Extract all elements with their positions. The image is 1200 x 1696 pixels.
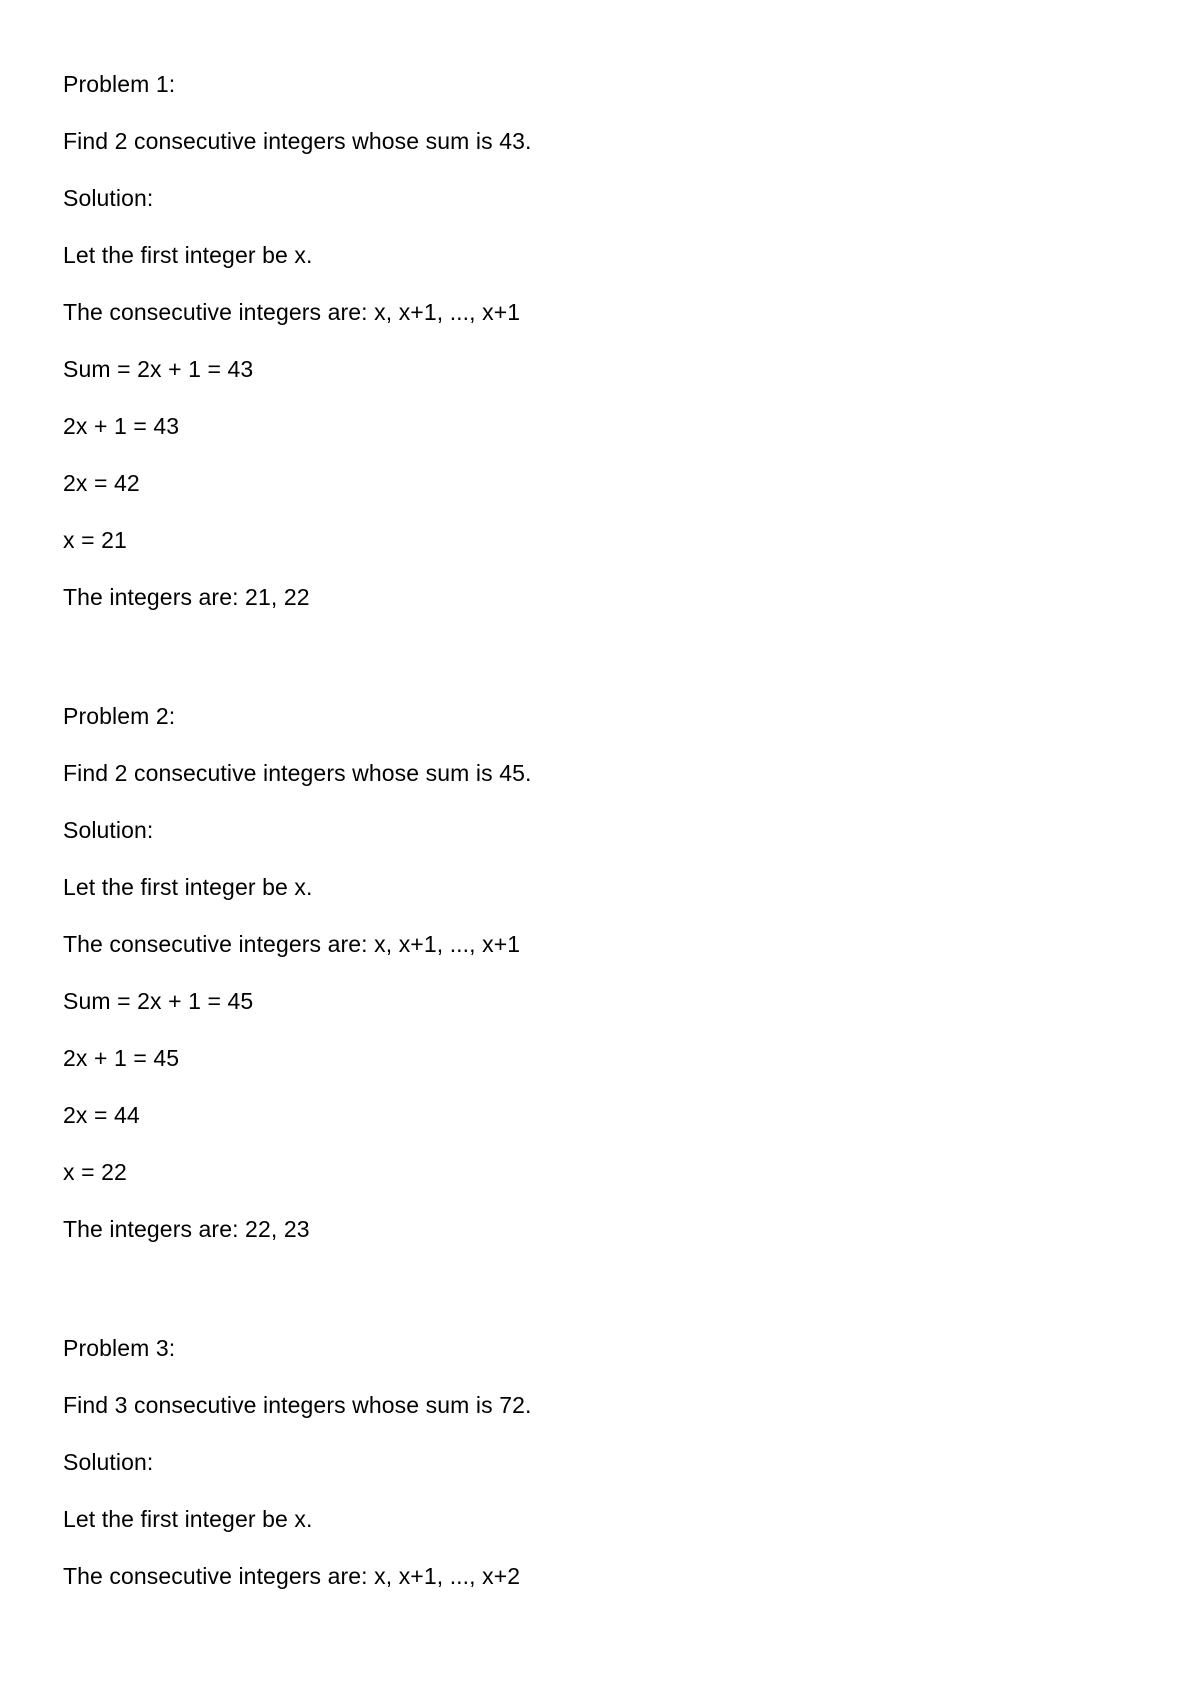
solution-step: The consecutive integers are: x, x+1, ..., x+1: [63, 931, 521, 957]
solution-label: Solution:: [63, 185, 154, 211]
solution-answer: The integers are: 21, 22: [63, 584, 310, 610]
solution-step: Let the first integer be x.: [63, 242, 313, 268]
problem-title: Problem 1:: [63, 71, 176, 97]
solution-step: Let the first integer be x.: [63, 1506, 313, 1532]
problem-statement: Find 2 consecutive integers whose sum is 43.: [63, 128, 532, 154]
problem-title: Problem 3:: [63, 1335, 176, 1361]
solution-step: The consecutive integers are: x, x+1, ..., x+2: [63, 1563, 521, 1589]
problem-statement: Find 3 consecutive integers whose sum is 72.: [63, 1392, 532, 1418]
solution-step: The consecutive integers are: x, x+1, ..., x+1: [63, 299, 521, 325]
solution-label: Solution:: [63, 817, 154, 843]
problem-statement: Find 2 consecutive integers whose sum is 45.: [63, 760, 532, 786]
solution-step: Sum = 2x + 1 = 45: [63, 988, 254, 1014]
solution-step: 2x + 1 = 43: [63, 413, 180, 439]
solution-step: 2x + 1 = 45: [63, 1045, 180, 1071]
solution-step: Let the first integer be x.: [63, 874, 313, 900]
solution-answer: The integers are: 22, 23: [63, 1216, 310, 1242]
solution-step: x = 22: [63, 1159, 127, 1185]
solution-step: Sum = 2x + 1 = 43: [63, 356, 254, 382]
problem-title: Problem 2:: [63, 703, 176, 729]
solution-step: 2x = 42: [63, 470, 140, 496]
solution-label: Solution:: [63, 1449, 154, 1475]
solution-step: x = 21: [63, 527, 127, 553]
solution-step: 2x = 44: [63, 1102, 140, 1128]
